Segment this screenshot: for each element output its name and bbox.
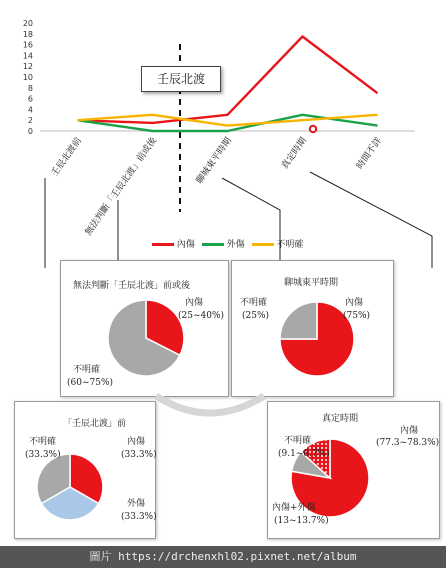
slice-label-inner: 內傷 (345, 298, 364, 308)
slice-label-unclear: 不明確 (29, 437, 57, 447)
slice-value-inner: (75%) (343, 311, 371, 321)
y-tick-label: 16 (22, 40, 33, 50)
y-tick-label: 4 (27, 105, 33, 115)
slice-value-unclear: (25%) (242, 311, 270, 321)
slice-value-inner: (33.3%) (121, 450, 157, 460)
slice-label-inner: 內傷 (127, 437, 146, 447)
legend-swatch-inner (152, 243, 174, 246)
pie-title: 無法判斷「壬辰北渡」前或後 (73, 281, 191, 291)
pie-panel-before (14, 401, 156, 539)
y-tick-label: 14 (22, 51, 33, 61)
slice-label-outer: 外傷 (127, 499, 146, 509)
y-axis (23, 19, 33, 136)
slice-value-unclear: (33.3%) (25, 450, 61, 460)
slice-value-inner: (25~40%) (178, 311, 225, 321)
y-tick-label: 2 (27, 116, 33, 126)
slice-label-unclear: 不明確 (284, 436, 312, 446)
x-tick-label: 無法判斷「壬辰北渡」前或後 (83, 135, 159, 238)
slice-value-unclear: (60~75%) (67, 378, 114, 388)
pie-panel-undetermined (60, 260, 229, 397)
pie-panel-zhending (267, 401, 440, 539)
pie-title: 聊城東平時期 (284, 278, 339, 288)
legend-label-outer: 外傷 (226, 240, 245, 250)
x-tick-label: 時間不詳 (355, 135, 384, 172)
y-tick-label: 10 (22, 73, 33, 82)
source-footer: 圖片 https://drchenxhl02.pixnet.net/album (0, 546, 446, 568)
slice-value-inner: (77.3~78.3%) (376, 438, 440, 448)
pie-chart (232, 261, 393, 396)
pie-slices (37, 454, 103, 520)
x-tick-label: 聊城東平時期 (194, 135, 234, 186)
pie-slice (280, 302, 317, 339)
series-lines (78, 37, 378, 132)
y-tick-label: 8 (27, 83, 33, 93)
pie-slices (108, 300, 184, 376)
chart-legend (152, 239, 303, 251)
legend-swatch-outer (202, 243, 224, 246)
pie-panel-liaocheng (231, 260, 394, 397)
watermark (150, 390, 270, 420)
connector-line (310, 172, 432, 268)
y-tick-label: 0 (27, 127, 33, 136)
y-tick-label: 20 (22, 19, 33, 28)
highlight-marker (310, 126, 316, 132)
x-tick-label: 壬辰北渡前 (49, 135, 84, 179)
x-tick-label: 真定時期 (280, 135, 309, 172)
annotation-box: 壬辰北渡 (141, 66, 221, 92)
y-tick-label: 6 (27, 94, 33, 104)
series-line (78, 37, 378, 123)
slice-label-inner: 內傷 (400, 426, 419, 436)
slice-label-unclear: 不明確 (240, 298, 268, 308)
line-chart (0, 0, 446, 268)
slice-label-combined: 內傷+外傷 (272, 503, 316, 513)
pie-title: 真定時期 (322, 414, 359, 424)
legend-label-unclear: 不明確 (276, 240, 304, 250)
y-tick-label: 18 (22, 29, 33, 39)
slice-label-unclear: 不明確 (73, 365, 101, 375)
legend-swatch-unclear (252, 243, 274, 246)
slice-value-combined: (13~13.7%) (274, 516, 329, 526)
slice-value-unclear: (9.1~8.7%) (278, 449, 330, 459)
legend-label-inner: 內傷 (176, 240, 195, 250)
y-tick-label: 12 (22, 62, 33, 72)
x-axis-labels (48, 134, 384, 238)
pie-title: 「壬辰北渡」前 (63, 419, 127, 429)
slice-label-inner: 內傷 (185, 298, 204, 308)
slice-value-outer: (33.3%) (121, 512, 157, 522)
